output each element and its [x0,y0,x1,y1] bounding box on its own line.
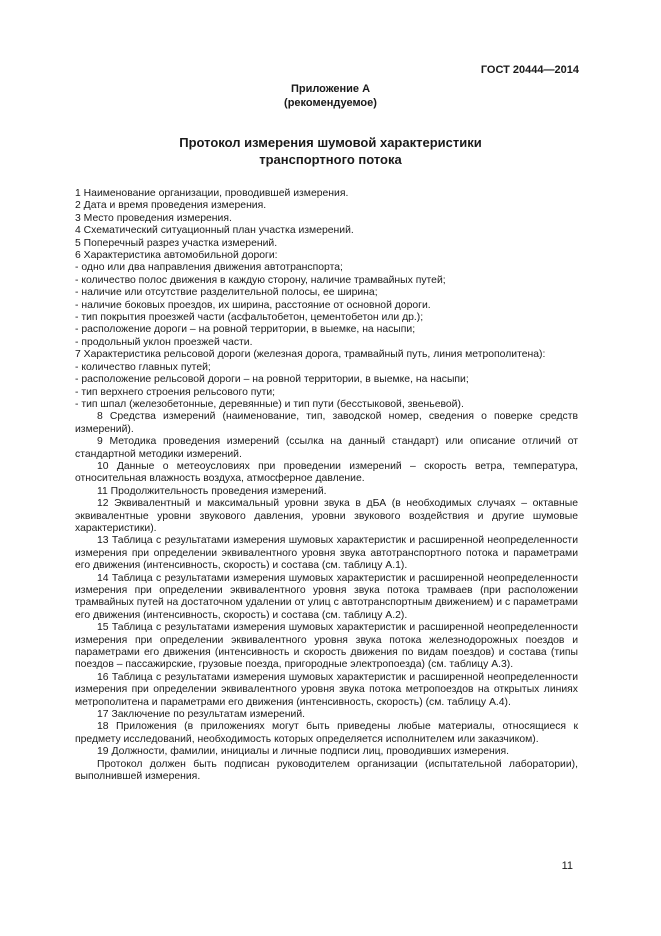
protocol-body [75,188,578,784]
annex-title: Приложение А [290,83,371,95]
list-item: - расположение рельсовой дороги – на ровной территории, в выемке, на насыпи; [75,374,469,386]
protocol-title [0,134,661,168]
paragraph: 11 Продолжительность проведения измерений. [97,485,327,497]
list-item: 6 Характеристика автомобильной дороги: [75,250,278,262]
list-item: 4 Схематический ситуационный план участка измерений. [75,225,354,237]
list-item: - количество полос движения в каждую сторону, наличие трамвайных путей; [75,274,446,286]
paragraph: 18 Приложения (в приложениях могут быть приведены любые материалы, относящиеся к предмету исследований, необходимость которых определяется исполнителем или заказчиком). [75,721,578,745]
paragraph: 13 Таблица с результатами измерения шумовых характеристик и расширенной неопределенности измерения при определении эквивалентного уровня звука автотранспортного потока и параметрами его движения (интенсивность, скорость) и состава (см. таблицу А.1). [75,535,578,572]
list-item: - продольный уклон проезжей части. [75,336,253,348]
list-item: 2 Дата и время проведения измерения. [75,200,267,212]
paragraph: 8 Средства измерений (наименование, тип, заводской номер, сведения о поверке средств измерений). [75,411,578,435]
list-item: 1 Наименование организации, проводившей измерения. [75,188,349,199]
paragraph: 9 Методика проведения измерений (ссылка на данный стандарт) или описание отличий от стандартной методики измерений. [75,436,578,460]
paragraph: 19 Должности, фамилии, инициалы и личные подписи лиц, проводивших измерения. [97,746,510,758]
paragraph: 17 Заключение по результатам измерений. [97,709,306,721]
page-number: 11 [561,860,573,872]
list-item: - наличие или отсутствие разделительной полосы, ее ширина; [75,287,378,299]
paragraph: 12 Эквивалентный и максимальный уровни звука в дБА (в необходимых случаях – октавные эквивалентные уровни звукового давления, уровни звукового воздействия и другие шумовые характеристики). [75,498,578,534]
paragraph: 15 Таблица с результатами измерения шумовых характеристик и расширенной неопределенности измерения при определении эквивалентного уровня звука потока железнодорожных поездов и параметрами его движения (интенсивность и скорость движения по видам поездов) и состава (типы поездов – пассажирские, грузовые поезда, пригородные электропоезда) (см. таблицу А.3). [75,622,578,671]
annex-subtitle: (рекомендуемое) [284,97,377,109]
paragraph: 14 Таблица с результатами измерения шумовых характеристик и расширенной неопределенности измерения при определении эквивалентного уровня звука потока трамваев (при расположении трамвайных путей на достаточном удалении от улиц с автотранспортным движением) и с параметрами его движения (интенсивность, скорость) и состава (см. таблицу А.2). [75,572,578,621]
annex-heading [0,82,661,110]
protocol-title-line-1: Протокол измерения шумовой характеристики [179,135,482,150]
document-code: ГОСТ 20444—2014 [480,64,579,76]
list-item: - расположение дороги – на ровной территории, в выемке, на насыпи; [75,324,416,336]
list-item: 3 Место проведения измерения. [75,212,232,224]
list-item: - тип покрытия проезжей части (асфальтобетон, цементобетон или др.); [75,312,424,324]
list-item: - наличие боковых проездов, их ширина, расстояние от основной дороги. [75,299,431,311]
paragraph: 16 Таблица с результатами измерения шумовых характеристик и расширенной неопределенности измерения при определении эквивалентного уровня звука потока метропоездов на открытых линиях метрополитена и параметрами его движения (интенсивность, скорость) (см. таблицу А.4). [75,671,578,708]
paragraph: Протокол должен быть подписан руководителем организации (испытательной лаборатории), выполнившей измерения. [75,758,578,783]
paragraph: 10 Данные о метеоусловиях при проведении измерений – скорость ветра, температура, относительная влажность воздуха, атмосферное давление. [75,460,578,485]
list-item: - количество главных путей; [75,361,211,373]
list-item: - тип верхнего строения рельсового пути; [75,386,276,398]
protocol-title-line-2: транспортного потока [259,152,402,167]
list-item: - одно или два направления движения автотранспорта; [75,262,343,274]
list-item: 5 Поперечный разрез участка измерений. [75,237,278,249]
list-item: - тип шпал (железобетонные, деревянные) и тип пути (бесстыковой, звеньевой). [75,398,464,410]
list-item: 7 Характеристика рельсовой дороги (железная дорога, трамвайный путь, линия метрополитена): [75,349,546,361]
